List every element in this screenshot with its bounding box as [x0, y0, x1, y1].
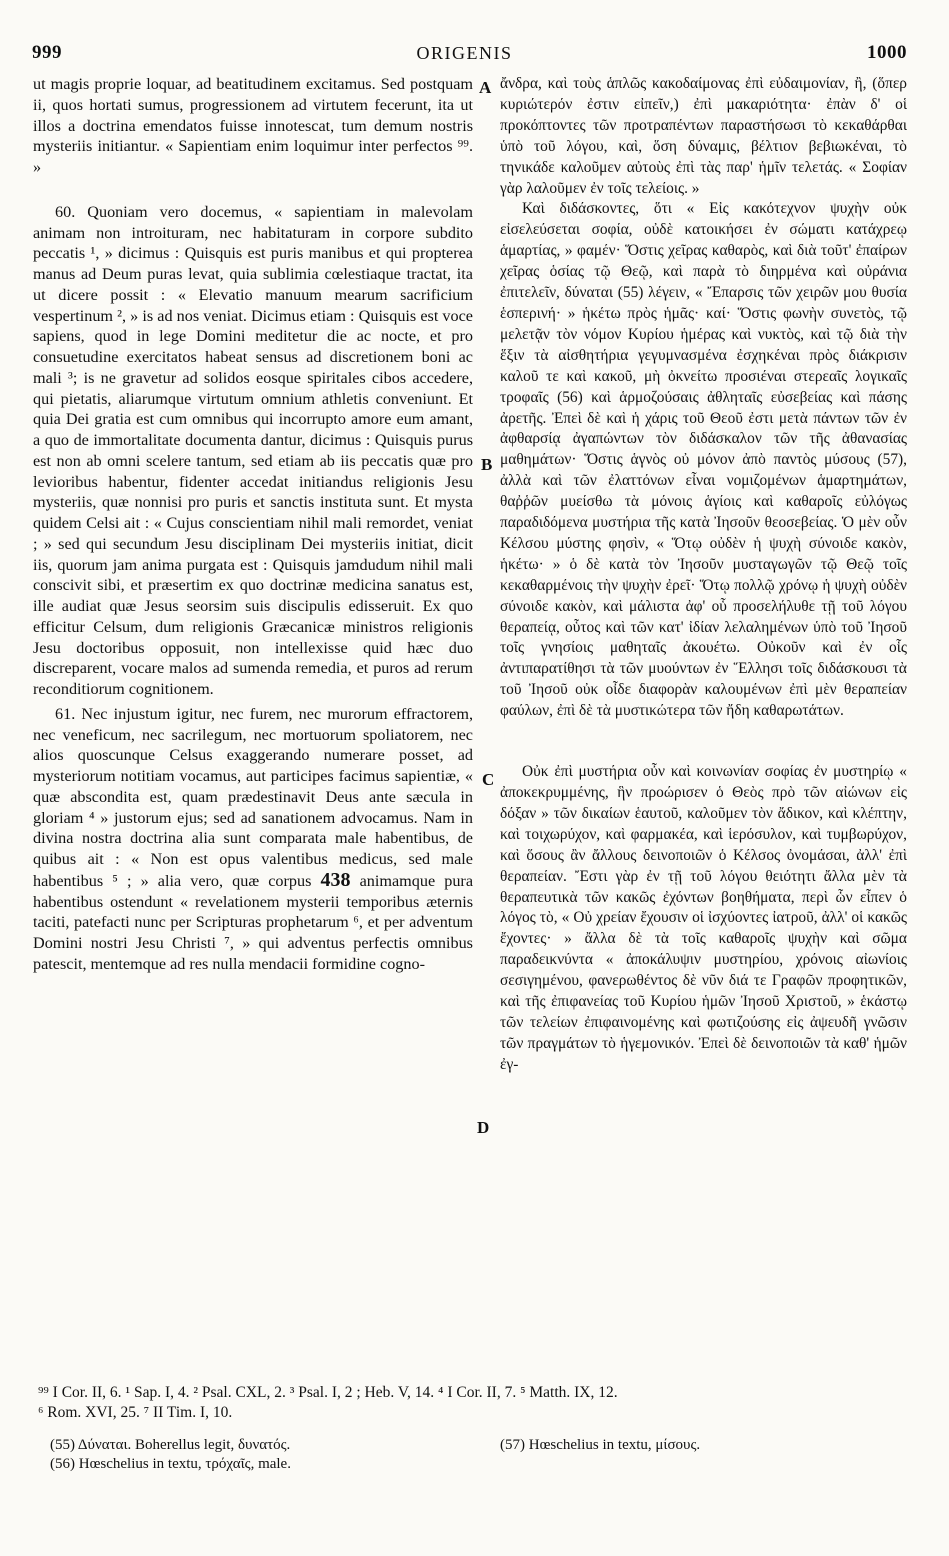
- margin-marker-a: A: [479, 78, 492, 97]
- greek-paragraph-3: Οὐκ ἐπὶ μυστήρια οὖν καὶ κοινωνίαν σοφίας ἐν μυστηρίῳ « ἀποκεκρυμμένης, ἣν προώρισεν ὁ Θεὸς πρὸ τῶν αἰώνων εἰς δόξαν » τῶν δικαίων ἑαυτοῦ, καλοῦμεν τὸν ἄδικον, καὶ κλέπτην, καὶ τοιχωρύχον, καὶ φαρμακέα, καὶ ἱερόσυλον, καὶ τυμβωρύχον, καὶ ὅσους ἂν ἄλλους δεινοποιῶν ὁ Κέλσος ὀνομάσαι, ἀλλ' ἐπὶ θεραπείαν. Ἔστι γὰρ ἐν τῇ τοῦ λόγου θειότητι ἄλλα μὲν τὰ θεραπευτικὰ τῶν κακῶς ἐχόντων βοηθήματα, περὶ ὧν εἶπεν ὁ λόγος τὸ, « Οὐ χρείαν ἔχουσιν οἱ ἰσχύοντες ἰατροῦ, ἀλλ' οἱ κακῶς ἔχοντες· » ἄλλα δὲ τὰ τοῖς καθαροῖς ψυχὴν καὶ σῶμα παραδεικνύντα « ἀποκάλυψιν μυστηρίου, χρόνοις αἰωνίοις σεσιγημένου, φανερωθέντος δὲ νῦν διά τε Γραφῶν προφητικῶν, καὶ τῆς ἐπιφανείας τοῦ Κυρίου ἡμῶν Ἰησοῦ Χριστοῦ, » ἑκάστῳ τῶν τελείων ἐπιφαινομένης καὶ φωτιζούσης εἰς ἀψευδῆ γνῶσιν τῶν πραγμάτων τὸ ἡγεμονικόν. Ἐπεὶ δὲ δεινοποιῶν τὰ καθ' ἡμῶν ἐγ-: [500, 763, 907, 1073]
- greek-paragraph-intro: ἄνδρα, καὶ τοὺς ἁπλῶς κακοδαίμονας ἐπὶ εὐδαιμονίαν, ἢ, (ὅπερ κυριώτερόν ἐστιν εἰπεῖν,) ἐπὶ μακαριότητα· ἐπὰν δ' οἱ προκόπτοντες τῶν προτραπέντων παραστήσωσι τὸ κεκαθάρθαι ὑπὸ τοῦ λόγου, καὶ, ὅση δύναμις, βέλτιον βεβιωκέναι, τὸ τηνικάδε καλοῦμεν αὐτοὺς ἐπὶ τὰς παρ' ἡμῖν τελετάς. « Σοφίαν γὰρ λαλοῦμεν ἐν τοῖς τελείοις. »: [500, 75, 907, 197]
- latin-paragraph-61: [33, 704, 473, 975]
- editor-notes-left: [50, 1436, 470, 1474]
- note-56: (56) Hœschelius in textu, τρόχαῖς, male.: [50, 1456, 291, 1472]
- greek-column: [500, 74, 907, 1076]
- running-title: ORIGENIS: [416, 42, 513, 63]
- footnote-line-1: ⁹⁹ I Cor. II, 6. ¹ Sap. I, 4. ² Psal. CXL, 2. ³ Psal. I, 2 ; Heb. V, 14. ⁴ I Cor. II, 7. ⁵ Matth. IX, 12.: [38, 1384, 618, 1401]
- editor-notes-right: [500, 1436, 900, 1455]
- latin-paragraph-61-part2: animamque pura habentibus ostendunt « revelationem mysterii temporibus æternis taciti, patefacti nunc per Scripturas prophetarum ⁶, et per adventum Domini nostri Jesu Christi ⁷, » qui adventus perfectis omnibus patescit, mentemque ad res nulla mendacii formidine cogno-: [33, 871, 474, 973]
- greek-paragraph-2: Καὶ διδάσκοντες, ὅτι « Εἰς κακότεχνον ψυχὴν οὐκ εἰσελεύσεται σοφία, οὐδὲ κατοικήσει ἐν σώματι κατάχρεῳ ἁμαρτίας, » φαμέν· Ὅστις χεῖρας καθαρὸς, καὶ διὰ τοῦτ' ἐπαίρων χεῖρας ὁσίας τῷ Θεῷ, καὶ παρὰ τὸ διηρμένα καὶ οὐράνια ἐπιτελεῖν, δύναται (55) λέγειν, « Ἔπαρσις τῶν χειρῶν μου θυσία ἑσπερινή· » ἡκέτω πρὸς ἡμᾶς· καί· Ὅστις φωνὴν συνετὸς, τῷ μελετᾷν τὸν νόμον Κυρίου ἡμέρας καὶ νυκτὸς, καὶ τῷ διὰ τὴν ἕξιν τὰ αἰσθητήρια γεγυμνασμένα ἐσχηκέναι πρὸς διάκρισιν καλοῦ τε καὶ κακοῦ, μὴ ὀκνείτω προσιέναι στερεαῖς λογικαῖς τροφαῖς (56) καὶ ἁρμοζούσαις ἀθληταῖς εὐσεβείας καὶ πάσης ἀρετῆς. Ἐπεὶ δὲ καὶ ἡ χάρις τοῦ Θεοῦ ἐστι μετὰ πάντων τῶν ἐν ἀφθαρσίᾳ ἀγαπώντων τὸν διδάσκαλον τῶν τῆς ἀθανασίας μαθημάτων· Ὅστις ἁγνὸς οὐ μόνον ἀπὸ παντὸς μύσους (57), ἀλλὰ καὶ τῶν ἐλαττόνων εἶναι νομιζομένων ἁμαρτημάτων, θαῤῥῶν μυείσθω τὰ μόνοις ἁγίοις καὶ καθαροῖς εὐλόγως παραδιδόμενα μυστήρια τῆς κατὰ Ἰησοῦν θεοσεβείας. Ὁ μὲν οὖν Κέλσου μύστης φησὶν, « Ὅτῳ οὐδὲν ἡ ψυχὴ σύνοιδε κακὸν, ἡκέτω· » ὁ δὲ κατὰ τὸν Ἰησοῦν μυσταγωγῶν τῷ Θεῷ τοῖς κεκαθαρμένοις τὴν ψυχὴν ἐρεῖ· Ὅτῳ πολλῷ χρόνῳ ἡ ψυχὴ οὐδὲν σύνοιδε κακὸν, καὶ μάλιστα ἀφ' οὗ προσελήλυθε τῇ τοῦ λόγου θεραπείᾳ, οὗτος καὶ τῶν κατ' ἰδίαν λελαλημένων ὑπὸ τοῦ Ἰησοῦ τοῖς γνησίοις μαθηταῖς ἀκουέτω. Οὐκοῦν καὶ ἐν οἷς ἀντιπαρατίθησι τὰ τῶν μυούντων ἐν Ἕλλησι τοῖς διδάσκουσι τὰ τοῦ Ἰησοῦ οὐκ οἶδε διαφορὰν καλουμένων ἐπὶ μὲν θεραπείαν φαύλων, ἐπὶ δὲ τὰ μυστικώτερα τῶν ἤδη καθαρωτάτων.: [500, 200, 907, 720]
- page-number-left: 999: [32, 42, 62, 63]
- footnote-line-2: ⁶ Rom. XVI, 25. ⁷ II Tim. I, 10.: [38, 1404, 233, 1421]
- inline-page-number: 438: [320, 868, 351, 891]
- latin-paragraph-60: 60. Quoniam vero docemus, « sapientiam in malevolam animam non introituram, nec habitaturam in corpore subdito peccatis ¹, » dicimus : Quisquis est puris manibus et qui propterea manus ad Deum puras levat, quia sublimia cœlestiaque tractat, ita ut dicere possit : « Elevatio manuum mearum sacrificium vespertinum ², » is ad nos veniat. Dicimus etiam : Quisquis est voce sapiens, quod in lege Domini meditetur die ac nocte, et pro consuetudine exercitatos habeat sensus ad discretionem boni ac mali ³; is ne gravetur ad solidos eosque spiritales cibos accedere, qui pietatis, aliarumque virtutum omnium athletis conveniunt. Et quia Dei gratia est cum omnibus qui incorrupto amore eum amant, a quo de immortalitate documenta dantur, dicimus : Quisquis purus est non ab omni scelere tantum, sed etiam ab iis peccatis quæ pro levioribus habentur, fidenter accedat initiandus religionis Jesu mysteriis, quæ nonnisi pro puris et sanctis instituta sunt. Et mysta quidem Celsi ait : « Cujus conscientiam nihil mali remordet, veniat ; » sed qui secundum Jesu disciplinam Dei mysteriis initiat, dicit iis, quorum jam anima purgata est : Quisquis jamdudum nihil mali conscivit sibi, et præsertim ex quo doctrinæ medicina sanatus est, ille audiat quæ Jesus seorsim suis discipulis edisseruit. Ex quo efficitur Celsum, dum religionis Græcanicæ ministros religionis Jesu doctoribus opposuit, non intellexisse quid hæc duo discreparent, vocare malos ad sumenda remedia, et puros ad rerum reconditiorum cognitionem.: [33, 202, 473, 698]
- scripture-footnotes: [38, 1383, 908, 1423]
- latin-paragraph-61-part1: 61. Nec injustum igitur, nec furem, nec murorum effractorem, nec veneficum, nec sacrilegum, nec mortuorum spoliatorem, nec alios quoscunque Celsus exaggerando numerare posset, ad mysteriorum notitiam vocamus, aut participes facimus sapientiæ, « quæ abscondita est, quam prædestinavit Deus ante sæcula in gloriam ⁴ » justorum ejus; sed ad sanationem advocamus. Nam in divina nostra doctrina alia sunt comparata male habentibus, de quibus ait : « Non est opus valentibus medicus, sed male habentibus ⁵ ; » alia vero, quæ corpus: [33, 704, 473, 890]
- margin-marker-d: D: [477, 1118, 490, 1137]
- latin-column: [33, 74, 473, 975]
- margin-marker-b: B: [481, 455, 493, 474]
- latin-paragraph-intro: ut magis proprie loquar, ad beatitudinem excitamus. Sed postquam ii, quos hortati sumus, progressionem ad virtutem fecerunt, ita ut illos a doctrina emendatos fuisse innotescat, tum demum nostris mysteriis initiantur. « Sapientiam enim loquimur inter perfectos ⁹⁹. »: [33, 75, 473, 176]
- note-55: (55) Δύναται. Boherellus legit, δυνατός.: [50, 1437, 291, 1453]
- margin-marker-c: C: [482, 770, 495, 789]
- page-number-right: 1000: [867, 42, 907, 63]
- note-57: (57) Hœschelius in textu, μίσους.: [500, 1437, 701, 1453]
- page-header: [32, 38, 907, 68]
